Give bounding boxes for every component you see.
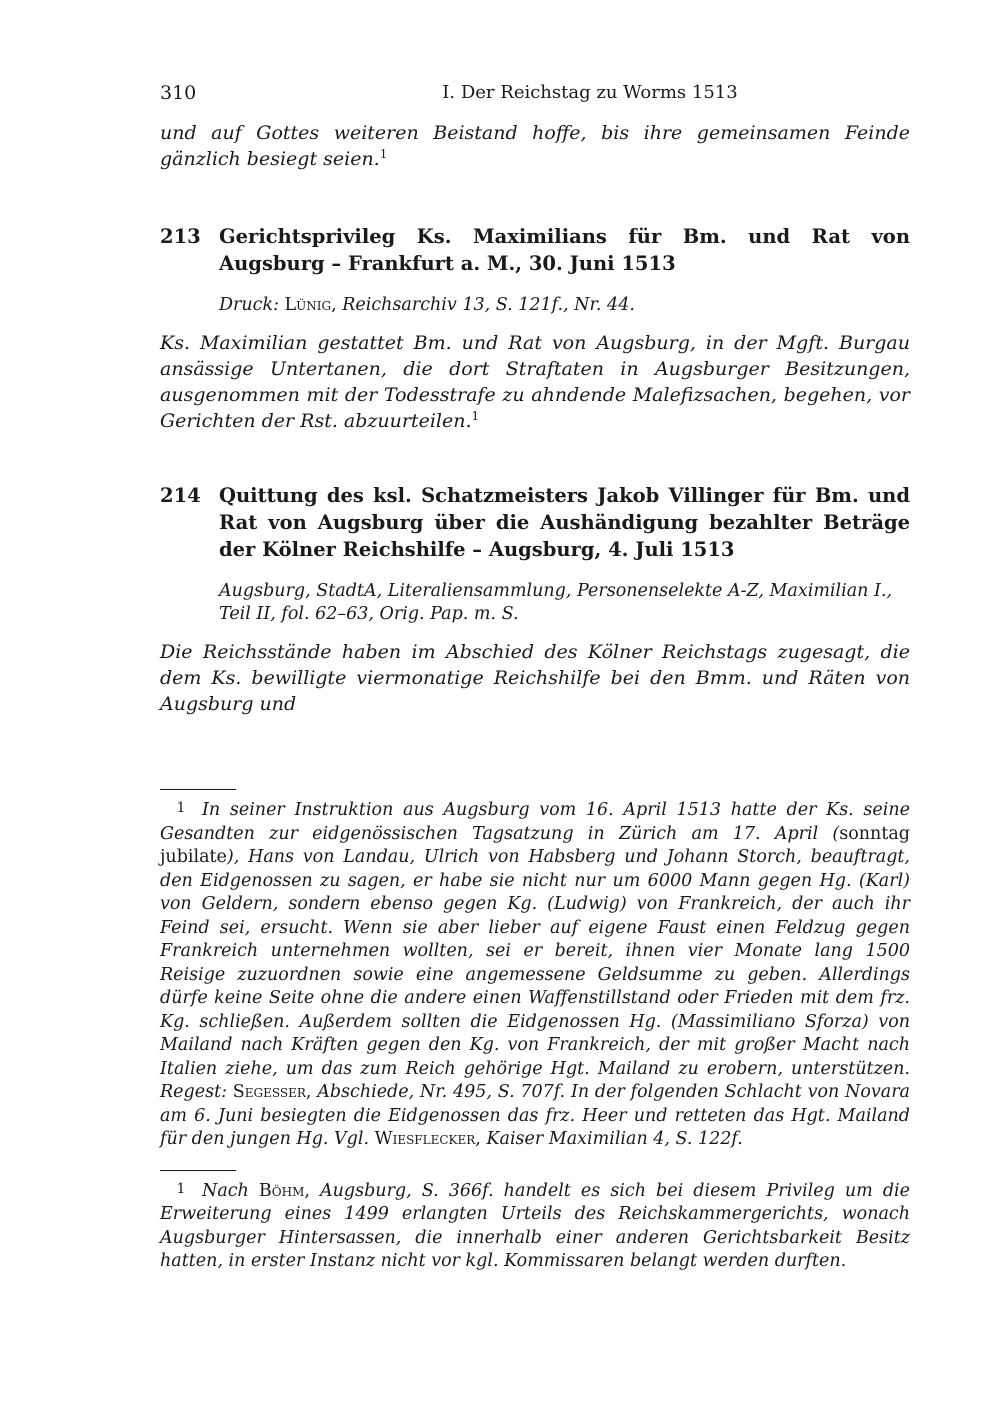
page-body	[160, 78, 910, 717]
footnote-author: Wiesflecker,	[374, 1129, 481, 1149]
regest-text: Ks. Maximilian gestattet Bm. und Rat von Augsburg, in der Mgft. Burgau ansässige Untertanen, die dort Straftaten in Augsburger Besitzungen, ausgenommen mit der Todesstrafe zu ahndende Malefizsachen, begehen, vor Gerichten der Rst. abzuurteilen.	[160, 332, 910, 432]
footnote-text: Augsburg, S. 366f. handelt es sich bei diesem Privileg um die Erweiterung eines 1499 erlangten Urteils des Reichskammergerichts, wonach Augsburger Hintersassen, die innerhalb einer anderen Gerichtsbarkeit Besitz hatten, in erster Instanz nicht vor kgl. Kommissaren belangt werden durften.	[160, 1180, 911, 1271]
running-title: I. Der Reichstag zu Worms 1513	[442, 82, 738, 103]
footnote-author: Segesser,	[232, 1082, 312, 1102]
footnote-text: ), Hans von Landau, Ulrich von Habsberg und Johann Storch, beauftragt, den Eidgenossen zu sagen, er habe sie nicht nur um 6000 Mann gegen Hg. (Karl) von Geldern, sondern ebenso gegen Kg. (Ludwig) von Frankreich, der auch ihr Feind sei, ersucht. Wenn sie aber lieber auf eigene Faust einen Feldzug gegen Frankreich unternehmen wollten, sei er bereit, ihnen vier Monate lang 1500 Reisige zuzuordnen sowie eine angemessene Geldsumme zu geben. Allerdings dürfe keine Seite ohne die andere einen Waffenstillstand oder Frieden mit dem frz. Kg. schließen. Außerdem sollten die Eidgenossen Hg. (Massimiliano Sforza) von Mailand nach Kräften gegen den Kg. von Frankreich, der mit großer Macht nach Italien ziehe, um das zum Reich gehörige Hgt. Mailand zu erobern, unterstützen. Regest:	[160, 847, 910, 1102]
entry-source	[219, 294, 910, 317]
footnote-rule	[160, 789, 236, 790]
entry-number: 213	[160, 225, 201, 248]
footnote-text: In seiner Instruktion aus Augsburg vom 16. April 1513 hatte der Ks. seine Gesandten zur eidgenössischen Tagsatzung in Zürich am 17. April (	[160, 800, 910, 844]
footnote-author: Böhm,	[258, 1180, 310, 1201]
footnote-text: Kaiser Maximilian 4, S. 122f.	[480, 1129, 743, 1149]
entry-214	[160, 482, 910, 717]
entry-213	[160, 223, 910, 434]
entry-title: Quittung des ksl. Schatzmeisters Jakob Villinger für Bm. und Rat von Augsburg über die Aushändigung bezahlter Beträge der Kölner Reichshilfe – Augsburg, 4. Juli 1513	[219, 484, 910, 561]
entry-regest: Die Reichsstände haben im Abschied des Kölner Reichstags zugesagt, die dem Ks. bewilligte viermonatige Reichshilfe bei den Bmm. und Räten von Augsburg und	[160, 641, 910, 715]
footnote-ref[interactable]: 1	[471, 409, 480, 423]
source-rest: Reichsarchiv 13, S. 121f., Nr. 44.	[342, 295, 635, 315]
footnotes	[160, 789, 910, 1274]
continuation-body: und auf Gottes weiteren Beistand hoffe, bis ihre gemeinsamen Feinde gänzlich besiegt seien.	[160, 122, 910, 170]
page-number: 310	[160, 82, 197, 104]
footnote-mark: 1	[176, 800, 186, 816]
footnote-text: Abschiede, Nr. 495, S. 707f. In der folgenden Schlacht von Novara am 6. Juni besiegten die Eidgenossen das frz. Heer und retteten das Hgt. Mailand für den jungen Hg. Vgl.	[160, 1082, 910, 1149]
footnote-upright: sonntag jubilate	[160, 823, 910, 867]
footnote-group-2	[160, 1170, 910, 1274]
footnote-rule	[160, 1170, 236, 1171]
entry-regest	[160, 330, 910, 434]
entry-heading	[160, 223, 910, 277]
continuation-text	[160, 120, 910, 172]
footnote-ref[interactable]: 1	[379, 147, 388, 161]
source-label: Druck:	[219, 295, 279, 315]
footnote-1	[160, 797, 910, 1152]
entry-title: Gerichtsprivileg Ks. Maximilians für Bm. und Rat von Augsburg – Frankfurt a. M., 30. Juni 1513	[219, 225, 910, 275]
source-author: Lünig,	[284, 295, 337, 315]
running-head	[160, 78, 910, 108]
footnote-2	[160, 1178, 910, 1274]
entry-number: 214	[160, 484, 201, 507]
entry-source: Augsburg, StadtA, Literaliensammlung, Personenselekte A-Z, Maximilian I., Teil II, fol. 62–63, Orig. Pap. m. S.	[219, 581, 893, 624]
entry-heading	[160, 482, 910, 563]
footnote-text: Nach	[202, 1180, 259, 1201]
footnote-mark: 1	[176, 1180, 186, 1197]
footnote-group-1	[160, 789, 910, 1152]
